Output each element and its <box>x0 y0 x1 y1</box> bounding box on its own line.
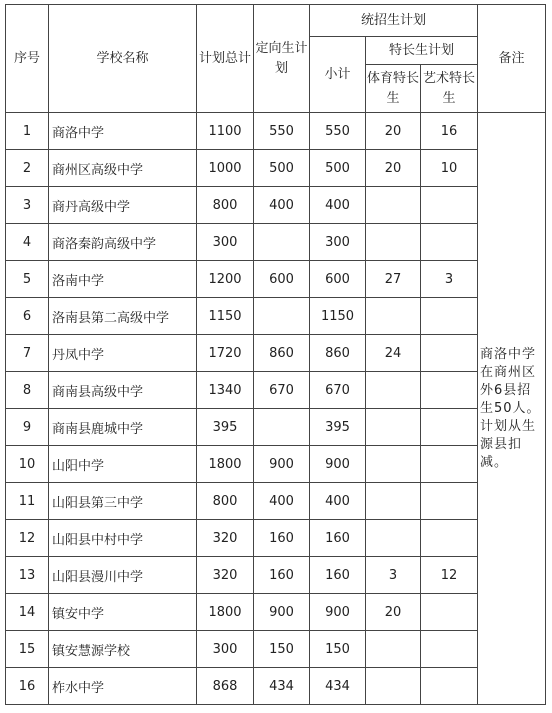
subtotal-count: 600 <box>310 261 366 298</box>
arts-count: 12 <box>421 557 478 594</box>
row-index: 12 <box>6 520 49 557</box>
table-row <box>6 483 546 520</box>
subtotal-count: 550 <box>310 113 366 150</box>
directed-count <box>254 224 310 261</box>
header-school-name: 学校名称 <box>49 5 197 113</box>
header-index: 序号 <box>6 5 49 113</box>
row-index: 16 <box>6 668 49 705</box>
sports-count <box>366 668 421 705</box>
table-row <box>6 668 546 705</box>
arts-count <box>421 631 478 668</box>
directed-count: 860 <box>254 335 310 372</box>
sports-count <box>366 483 421 520</box>
header-remark: 备注 <box>478 5 546 113</box>
school-name: 商州区高级中学 <box>49 150 197 187</box>
directed-count: 400 <box>254 187 310 224</box>
header-plan-total: 计划总计 <box>197 5 254 113</box>
row-index: 13 <box>6 557 49 594</box>
school-name: 丹凤中学 <box>49 335 197 372</box>
directed-count: 400 <box>254 483 310 520</box>
plan-total: 300 <box>197 224 254 261</box>
plan-total: 1800 <box>197 446 254 483</box>
table-row <box>6 446 546 483</box>
row-index: 4 <box>6 224 49 261</box>
arts-count: 16 <box>421 113 478 150</box>
plan-total: 1720 <box>197 335 254 372</box>
arts-count <box>421 298 478 335</box>
row-index: 7 <box>6 335 49 372</box>
sports-count: 27 <box>366 261 421 298</box>
directed-count: 160 <box>254 557 310 594</box>
sports-count: 3 <box>366 557 421 594</box>
sports-count <box>366 446 421 483</box>
school-name: 洛南中学 <box>49 261 197 298</box>
arts-count <box>421 409 478 446</box>
row-index: 2 <box>6 150 49 187</box>
row-index: 9 <box>6 409 49 446</box>
plan-total: 800 <box>197 187 254 224</box>
school-name: 山阳县第三中学 <box>49 483 197 520</box>
arts-count <box>421 520 478 557</box>
directed-count: 670 <box>254 372 310 409</box>
row-index: 10 <box>6 446 49 483</box>
plan-total: 1340 <box>197 372 254 409</box>
row-index: 15 <box>6 631 49 668</box>
arts-count <box>421 668 478 705</box>
directed-count: 434 <box>254 668 310 705</box>
plan-total: 1000 <box>197 150 254 187</box>
directed-count <box>254 409 310 446</box>
subtotal-count: 160 <box>310 557 366 594</box>
plan-total: 868 <box>197 668 254 705</box>
subtotal-count: 860 <box>310 335 366 372</box>
school-name: 镇安慧源学校 <box>49 631 197 668</box>
sports-count <box>366 409 421 446</box>
subtotal-count: 400 <box>310 483 366 520</box>
header-directed-plan: 定向生计划 <box>254 5 310 113</box>
sports-count <box>366 187 421 224</box>
sports-count <box>366 298 421 335</box>
arts-count: 3 <box>421 261 478 298</box>
subtotal-count: 150 <box>310 631 366 668</box>
table-row <box>6 187 546 224</box>
arts-count <box>421 483 478 520</box>
table-row <box>6 261 546 298</box>
plan-total: 1150 <box>197 298 254 335</box>
plan-total: 320 <box>197 520 254 557</box>
table-row <box>6 335 546 372</box>
directed-count: 500 <box>254 150 310 187</box>
table-row <box>6 409 546 446</box>
school-name: 镇安中学 <box>49 594 197 631</box>
sports-count <box>366 631 421 668</box>
sports-count: 20 <box>366 150 421 187</box>
subtotal-count: 900 <box>310 594 366 631</box>
plan-total: 395 <box>197 409 254 446</box>
arts-count <box>421 335 478 372</box>
row-index: 1 <box>6 113 49 150</box>
school-name: 洛南县第二高级中学 <box>49 298 197 335</box>
row-index: 3 <box>6 187 49 224</box>
plan-total: 1800 <box>197 594 254 631</box>
directed-count: 600 <box>254 261 310 298</box>
subtotal-count: 434 <box>310 668 366 705</box>
directed-count <box>254 298 310 335</box>
table-row <box>6 150 546 187</box>
subtotal-count: 1150 <box>310 298 366 335</box>
sports-count: 20 <box>366 594 421 631</box>
school-name: 商洛中学 <box>49 113 197 150</box>
row-index: 5 <box>6 261 49 298</box>
remark-note: 商洛中学在商州区外6县招生50人。计划从生源县扣减。 <box>478 113 546 705</box>
plan-total: 320 <box>197 557 254 594</box>
header-sports-specialty: 体育特长生 <box>366 65 421 113</box>
plan-total: 1200 <box>197 261 254 298</box>
school-name: 商洛秦韵高级中学 <box>49 224 197 261</box>
school-name: 柞水中学 <box>49 668 197 705</box>
subtotal-count: 400 <box>310 187 366 224</box>
arts-count <box>421 372 478 409</box>
arts-count <box>421 594 478 631</box>
school-name: 商南县鹿城中学 <box>49 409 197 446</box>
directed-count: 150 <box>254 631 310 668</box>
subtotal-count: 670 <box>310 372 366 409</box>
arts-count: 10 <box>421 150 478 187</box>
school-name: 山阳中学 <box>49 446 197 483</box>
arts-count <box>421 224 478 261</box>
table-row <box>6 372 546 409</box>
directed-count: 550 <box>254 113 310 150</box>
directed-count: 900 <box>254 594 310 631</box>
row-index: 14 <box>6 594 49 631</box>
school-name: 商南县高级中学 <box>49 372 197 409</box>
plan-total: 300 <box>197 631 254 668</box>
header-arts-specialty: 艺术特长生 <box>421 65 478 113</box>
table-row <box>6 557 546 594</box>
arts-count <box>421 187 478 224</box>
directed-count: 160 <box>254 520 310 557</box>
sports-count <box>366 372 421 409</box>
sports-count <box>366 520 421 557</box>
sports-count: 20 <box>366 113 421 150</box>
table-row <box>6 224 546 261</box>
header-unified-plan: 统招生计划 <box>310 5 478 37</box>
table-body <box>6 113 546 705</box>
subtotal-count: 300 <box>310 224 366 261</box>
plan-total: 800 <box>197 483 254 520</box>
subtotal-count: 500 <box>310 150 366 187</box>
row-index: 8 <box>6 372 49 409</box>
directed-count: 900 <box>254 446 310 483</box>
plan-total: 1100 <box>197 113 254 150</box>
school-name: 商丹高级中学 <box>49 187 197 224</box>
arts-count <box>421 446 478 483</box>
table-row <box>6 113 546 150</box>
enrollment-plan-table <box>5 4 546 705</box>
table-row <box>6 520 546 557</box>
subtotal-count: 395 <box>310 409 366 446</box>
table-row <box>6 594 546 631</box>
school-name: 山阳县中村中学 <box>49 520 197 557</box>
subtotal-count: 900 <box>310 446 366 483</box>
table-row <box>6 631 546 668</box>
subtotal-count: 160 <box>310 520 366 557</box>
table-row <box>6 298 546 335</box>
sports-count <box>366 224 421 261</box>
row-index: 6 <box>6 298 49 335</box>
row-index: 11 <box>6 483 49 520</box>
sports-count: 24 <box>366 335 421 372</box>
school-name: 山阳县漫川中学 <box>49 557 197 594</box>
header-special-plan: 特长生计划 <box>366 37 478 65</box>
header-subtotal: 小计 <box>310 37 366 113</box>
